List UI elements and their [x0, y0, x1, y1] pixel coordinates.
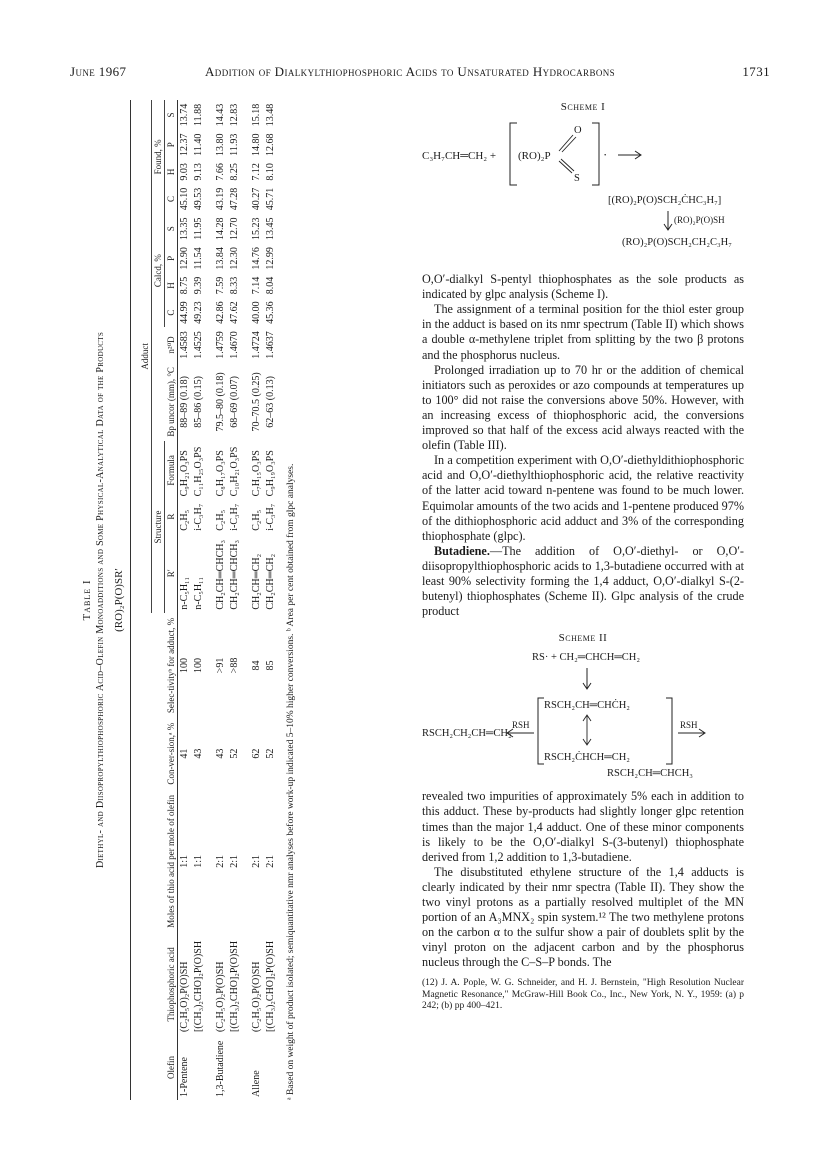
table-cell: [(CH₃)₂CHO]₂P(O)SH [193, 940, 204, 1032]
scheme-1-reagent: (RO)₂P(O)SH [674, 215, 725, 226]
column-header: Selec-tivityᵇ for adduct, % [165, 613, 178, 719]
table-cell: Allene [251, 1070, 262, 1097]
table-cell: 49.23 [193, 301, 204, 324]
scheme-1-radical: (RO)₂P [518, 150, 551, 163]
para-6: revealed two impurities of approximately 5% each in addition to this adduct. These by-products had slightly longer glpc retention times than the major 1,4 adduct. One of these minor components is likely to be the O,O′-dialkyl S-(3-butenyl) thiophosphate derived from 1,2 addition to 1,3-butadiene. [422, 789, 744, 864]
para-3: Prolonged irradiation up to 70 hr or the addition of chemical initiators such as peroxides or azo compounds at temperatures up to 100° did not raise the conversions above 50%. However, with an increasing excess of thiophosphoric acid, the conversions improved so that half of the excess acid always reacted with the olefin (Table III). [422, 362, 744, 453]
para-4: In a competition experiment with O,O′-diethyldithiophosphoric acid and O,O′-diethylthiophosphoric acid, the relative reactivity of the latter acid toward n-pentene was found to be much lower. Equimolar amounts of the two acids and 1-pentene produced 97% of the dithiophosphoric acid adduct and 3% of the corresponding thiophosphate (glpc). [422, 453, 744, 543]
table-cell: 9.39 [193, 276, 204, 295]
table-cell: 13.80 [215, 133, 226, 156]
table-row [192, 100, 206, 1100]
table-cell: 100 [193, 658, 204, 673]
table-cell: 1.4670 [229, 331, 240, 359]
scheme-1-title: Scheme I [560, 101, 606, 113]
table-cell: 1.4637 [265, 331, 276, 359]
para-5-text: —The addition of O,O′-diethyl- or O,O′-diisopropylthiophosphoric acids to 1,3-butadiene occurred with at least 90% selectivity forming the 1,4 adduct, O,O′-dialkyl S-(2-butenyl) thiophosphates (Scheme II). Glpc analysis of the crude product [422, 543, 744, 619]
column-header: H [165, 160, 178, 185]
table-cell: 47.62 [229, 301, 240, 324]
table-cell: 15.23 [251, 217, 262, 240]
table-cell: CH₂CH═CH₂ [251, 553, 262, 610]
table-cell: 8.04 [265, 276, 276, 295]
table-cell: 1.4583 [179, 331, 190, 359]
scheme-2-product-left: RSCH₂CH₂CH═CH₂ [422, 728, 512, 740]
footnote-12: (12) J. A. Pople, W. G. Schneider, and H. J. Bernstein, "High Resolution Nuclear Magnetic Resonance," McGraw-Hill Book Co., Inc., New York, N. Y., 1959: (a) p 242; (b) pp 400–421. [422, 978, 744, 1012]
table-row [228, 100, 242, 1100]
table-cell: 84 [251, 660, 262, 671]
column-header: H [165, 273, 178, 298]
table-cell: 7.12 [251, 163, 262, 181]
table-cell: 1.4759 [215, 331, 226, 359]
table-cell: 14.43 [215, 103, 226, 127]
scheme-2-resonance-top: RSCH₂CH═CHĊH₂ [544, 700, 630, 712]
scheme-2-rsh-left: RSH [512, 720, 530, 731]
table-cell: 41 [179, 748, 190, 759]
table-cell: C₉H₂₁O₃PS [179, 450, 190, 497]
table-cell: 8.25 [229, 163, 240, 181]
table-cell: 1,3-Butadiene [215, 1040, 226, 1097]
table-caption: Diethyl- and Diisopropylthiophosphoric Acid–Olefin Monoadditions and Some Physical-Analytical Data of the Products [95, 331, 106, 869]
table-cell: 68–69 (0.07) [229, 376, 240, 428]
table-row [242, 100, 264, 1100]
scheme-1-reactant: C₃H₇CH═CH₂ + [422, 150, 497, 163]
table-row [178, 100, 193, 1100]
header-title: Addition of Dialkylthiophosphoric Acids to Unsaturated Hydrocarbons [205, 64, 616, 79]
table-cell: 11.54 [193, 247, 204, 270]
table-cell: 45.36 [265, 301, 276, 324]
table-cell: 8.10 [265, 163, 276, 181]
table-cell: 12.70 [229, 217, 240, 240]
table-cell: 14.76 [251, 247, 262, 270]
table-formula: (RO)₂P(O)SR′ [113, 568, 125, 632]
column-header: S [165, 214, 178, 244]
table-cell: 7.59 [215, 276, 226, 295]
table-1 [80, 100, 390, 1110]
table-cell: 13.48 [265, 103, 276, 127]
table-cell: 100 [179, 658, 190, 673]
table-cell: >91 [215, 657, 226, 674]
table-cell: 14.28 [215, 217, 226, 240]
table-cell: 13.45 [265, 217, 276, 240]
table-cell: 43 [193, 748, 204, 759]
table-cell [228, 1035, 242, 1100]
table-cell: 13.84 [215, 247, 226, 270]
table-cell: C₂H₅ [215, 509, 226, 531]
table-cell: n-C₅H₁₁ [193, 576, 204, 610]
table-cell: 45.10 [179, 187, 190, 211]
table-cell: 2:1 [215, 854, 226, 868]
table-cell: i-C₃H₇ [265, 503, 276, 531]
table-cell: 15.18 [251, 103, 262, 127]
table-cell: 11.95 [193, 217, 204, 240]
table-cell: 1:1 [179, 854, 190, 868]
table-cell: 47.28 [229, 187, 240, 211]
table-cell: 7.14 [251, 276, 262, 295]
table-cell: n-C₅H₁₁ [179, 576, 190, 610]
table-cell: 52 [265, 748, 276, 759]
table-cell: 40.00 [251, 301, 262, 324]
table-cell: CH₂CH═CH₂ [265, 553, 276, 610]
table-cell [264, 1035, 278, 1100]
table-cell: i-C₃H₇ [193, 503, 204, 531]
table-cell: 85–86 (0.15) [193, 376, 204, 428]
group-header-calcd: Calcd, % [152, 214, 165, 328]
table-cell: 12.99 [265, 247, 276, 270]
column-header: C [165, 184, 178, 214]
group-header-found: Found, % [152, 100, 165, 214]
scheme-1-dot: · [603, 147, 608, 163]
table-cell: 62 [251, 748, 262, 759]
table-cell [192, 1035, 206, 1100]
table-label: Table I [81, 579, 93, 621]
scheme-1-product: (RO)₂P(O)SCH₂CH₂C₃H₇ [622, 237, 732, 249]
column-header: R [165, 499, 178, 533]
table-grid [139, 100, 278, 1100]
scheme-2-rsh-right: RSH [680, 720, 698, 731]
scheme-1-oxygen: O [574, 125, 582, 137]
table-cell: 8.33 [229, 276, 240, 295]
table-cell: 12.83 [229, 103, 240, 127]
table-cell: 49.53 [193, 187, 204, 211]
table-cell: 8.75 [179, 276, 190, 295]
table-cell: i-C₃H₇ [229, 503, 240, 531]
column-header: Thiophosphoric acid [165, 934, 178, 1035]
table-row [206, 100, 228, 1100]
right-column [422, 100, 744, 1013]
table-cell: 62–63 (0.13) [265, 376, 276, 428]
table-cell: CH₂CH═CHCH₃ [229, 540, 240, 610]
table-row [264, 100, 278, 1100]
scheme-2-resonance-bottom: RSCH₂ĊHCH═CH₂ [544, 752, 630, 764]
table-cell: 1.4724 [251, 331, 262, 359]
table-cell: 42.86 [215, 301, 226, 324]
scheme-2 [422, 646, 744, 781]
table-cell: 11.93 [229, 133, 240, 156]
scheme-2-line1: RS· + CH₂═CHCH═CH₂ [532, 652, 641, 664]
scheme-1-sulfur: S [574, 173, 580, 185]
table-cell: 40.27 [251, 187, 262, 211]
table-cell: C₁₀H₂₁O₃PS [229, 446, 240, 497]
table-cell: 43.19 [215, 187, 226, 211]
table-cell: (C₂H₅O)₂P(O)SH [251, 961, 262, 1032]
para-1: O,O′-dialkyl S-pentyl thiophosphates as the sole products as indicated by glpc analysis (Scheme I). [422, 272, 744, 302]
table-cell: 1.4525 [193, 331, 204, 359]
column-header: Formula [165, 441, 178, 499]
table-cell: (C₂H₅O)₂P(O)SH [215, 961, 226, 1032]
table-cell: C₂H₅ [251, 509, 262, 531]
table-cell: 79.5–80 (0.18) [215, 372, 226, 432]
table-cell: 12.30 [229, 247, 240, 270]
para-2: The assignment of a terminal position for the thiol ester group in the adduct is based on its nmr spectrum (Table II) which shows a double α-methylene triplet from splitting by the two β protons and the phosphorus nucleus. [422, 302, 744, 362]
page-number: 1731 [742, 64, 770, 79]
table-cell: 13.74 [179, 103, 190, 127]
table-cell: 7.66 [215, 163, 226, 181]
table-cell: [(CH₃)₂CHO]₂P(O)SH [229, 940, 240, 1032]
column-header: Con-ver-sion,ᵃ % [165, 718, 178, 789]
column-header: Olefin [165, 1035, 178, 1100]
scheme-1 [422, 115, 744, 250]
table-cell: [(CH₃)₂CHO]₂P(O)SH [265, 940, 276, 1032]
column-header: C [165, 298, 178, 328]
table-cell: 85 [265, 660, 276, 671]
table-cell: 44.99 [179, 301, 190, 324]
table-cell: C₂H₅ [179, 509, 190, 531]
column-header: Moles of thio acid per mole of olefin [165, 789, 178, 934]
table-cell: 13.35 [179, 217, 190, 240]
table-cell: >88 [229, 657, 240, 674]
scheme-1-intermediate: [(RO)₂P(O)SCH₂ĊHC₃H₇] [608, 195, 722, 207]
column-header: n²⁰D [165, 328, 178, 363]
table-cell: 1-Pentene [179, 1057, 190, 1097]
column-header: Bp uncor (mm), °C [165, 362, 178, 441]
table-1-rotated [80, 100, 380, 1100]
para-5 [422, 544, 744, 619]
table-cell: 2:1 [229, 854, 240, 868]
section-heading-butadiene: Butadiene. [434, 543, 490, 558]
table-cell: 2:1 [251, 854, 262, 868]
table-cell: 1:1 [193, 854, 204, 868]
column-header: P [165, 130, 178, 160]
table-cell: 11.88 [193, 103, 204, 127]
column-header: R′ [165, 534, 178, 613]
scheme-1-graphics [422, 115, 744, 250]
header-date: June 1967 [70, 64, 127, 79]
table-cell: C₁₁H₂₅O₃PS [193, 446, 204, 497]
table-cell: 45.71 [265, 187, 276, 211]
column-header: P [165, 244, 178, 274]
table-cell: 12.90 [179, 247, 190, 270]
table-title-block [80, 100, 126, 1100]
group-header-structure: Structure [152, 441, 165, 612]
table-cell: 2:1 [265, 854, 276, 868]
scheme-2-product-right: RSCH₂CH═CHCH₃ [607, 768, 693, 780]
table-footnote: ᵃ Based on weight of product isolated; semiquantitative nmr analyses before work-up indicated 5–10% higher conversions. ᵇ Area per cent obtained from glpc analyses. [286, 463, 296, 1100]
table-cell: 88–89 (0.18) [179, 376, 190, 428]
table-cell: 11.40 [193, 133, 204, 156]
table-cell: 9.13 [193, 163, 204, 181]
table-cell: 43 [215, 748, 226, 759]
running-header [70, 64, 770, 84]
table-cell: CH₂CH═CHCH₃ [215, 540, 226, 610]
table-cell: (C₂H₅O)₂P(O)SH [179, 961, 190, 1032]
table-cell: 12.37 [179, 133, 190, 156]
table-cell: C₇H₁₅O₃PS [251, 450, 262, 497]
group-header-adduct: Adduct [139, 100, 152, 613]
table-cell: C₈H₁₇O₃PS [215, 450, 226, 497]
table-cell: 52 [229, 748, 240, 759]
table-cell: 12.68 [265, 133, 276, 156]
para-7: The disubstituted ethylene structure of the 1,4 adducts is clearly indicated by their nmr spectra (Table II). They show the two vinyl protons as a partially resolved multiplet of the MN portion of an A₃MNX₂ spin system.¹² The two methylene protons on the carbon α to the sulfur show a pair of doublets split by the vinyl proton on the adjacent carbon and by the phosphorus nucleus through the C–S–P bonds. The [422, 864, 744, 970]
table-cell: 70–70.5 (0.25) [251, 372, 262, 432]
table-cell: C₉H₁₉O₃PS [265, 450, 276, 497]
scheme-2-title: Scheme II [558, 632, 608, 645]
table-cell: 9.03 [179, 163, 190, 181]
column-header: S [165, 100, 178, 130]
table-cell: 14.80 [251, 133, 262, 156]
